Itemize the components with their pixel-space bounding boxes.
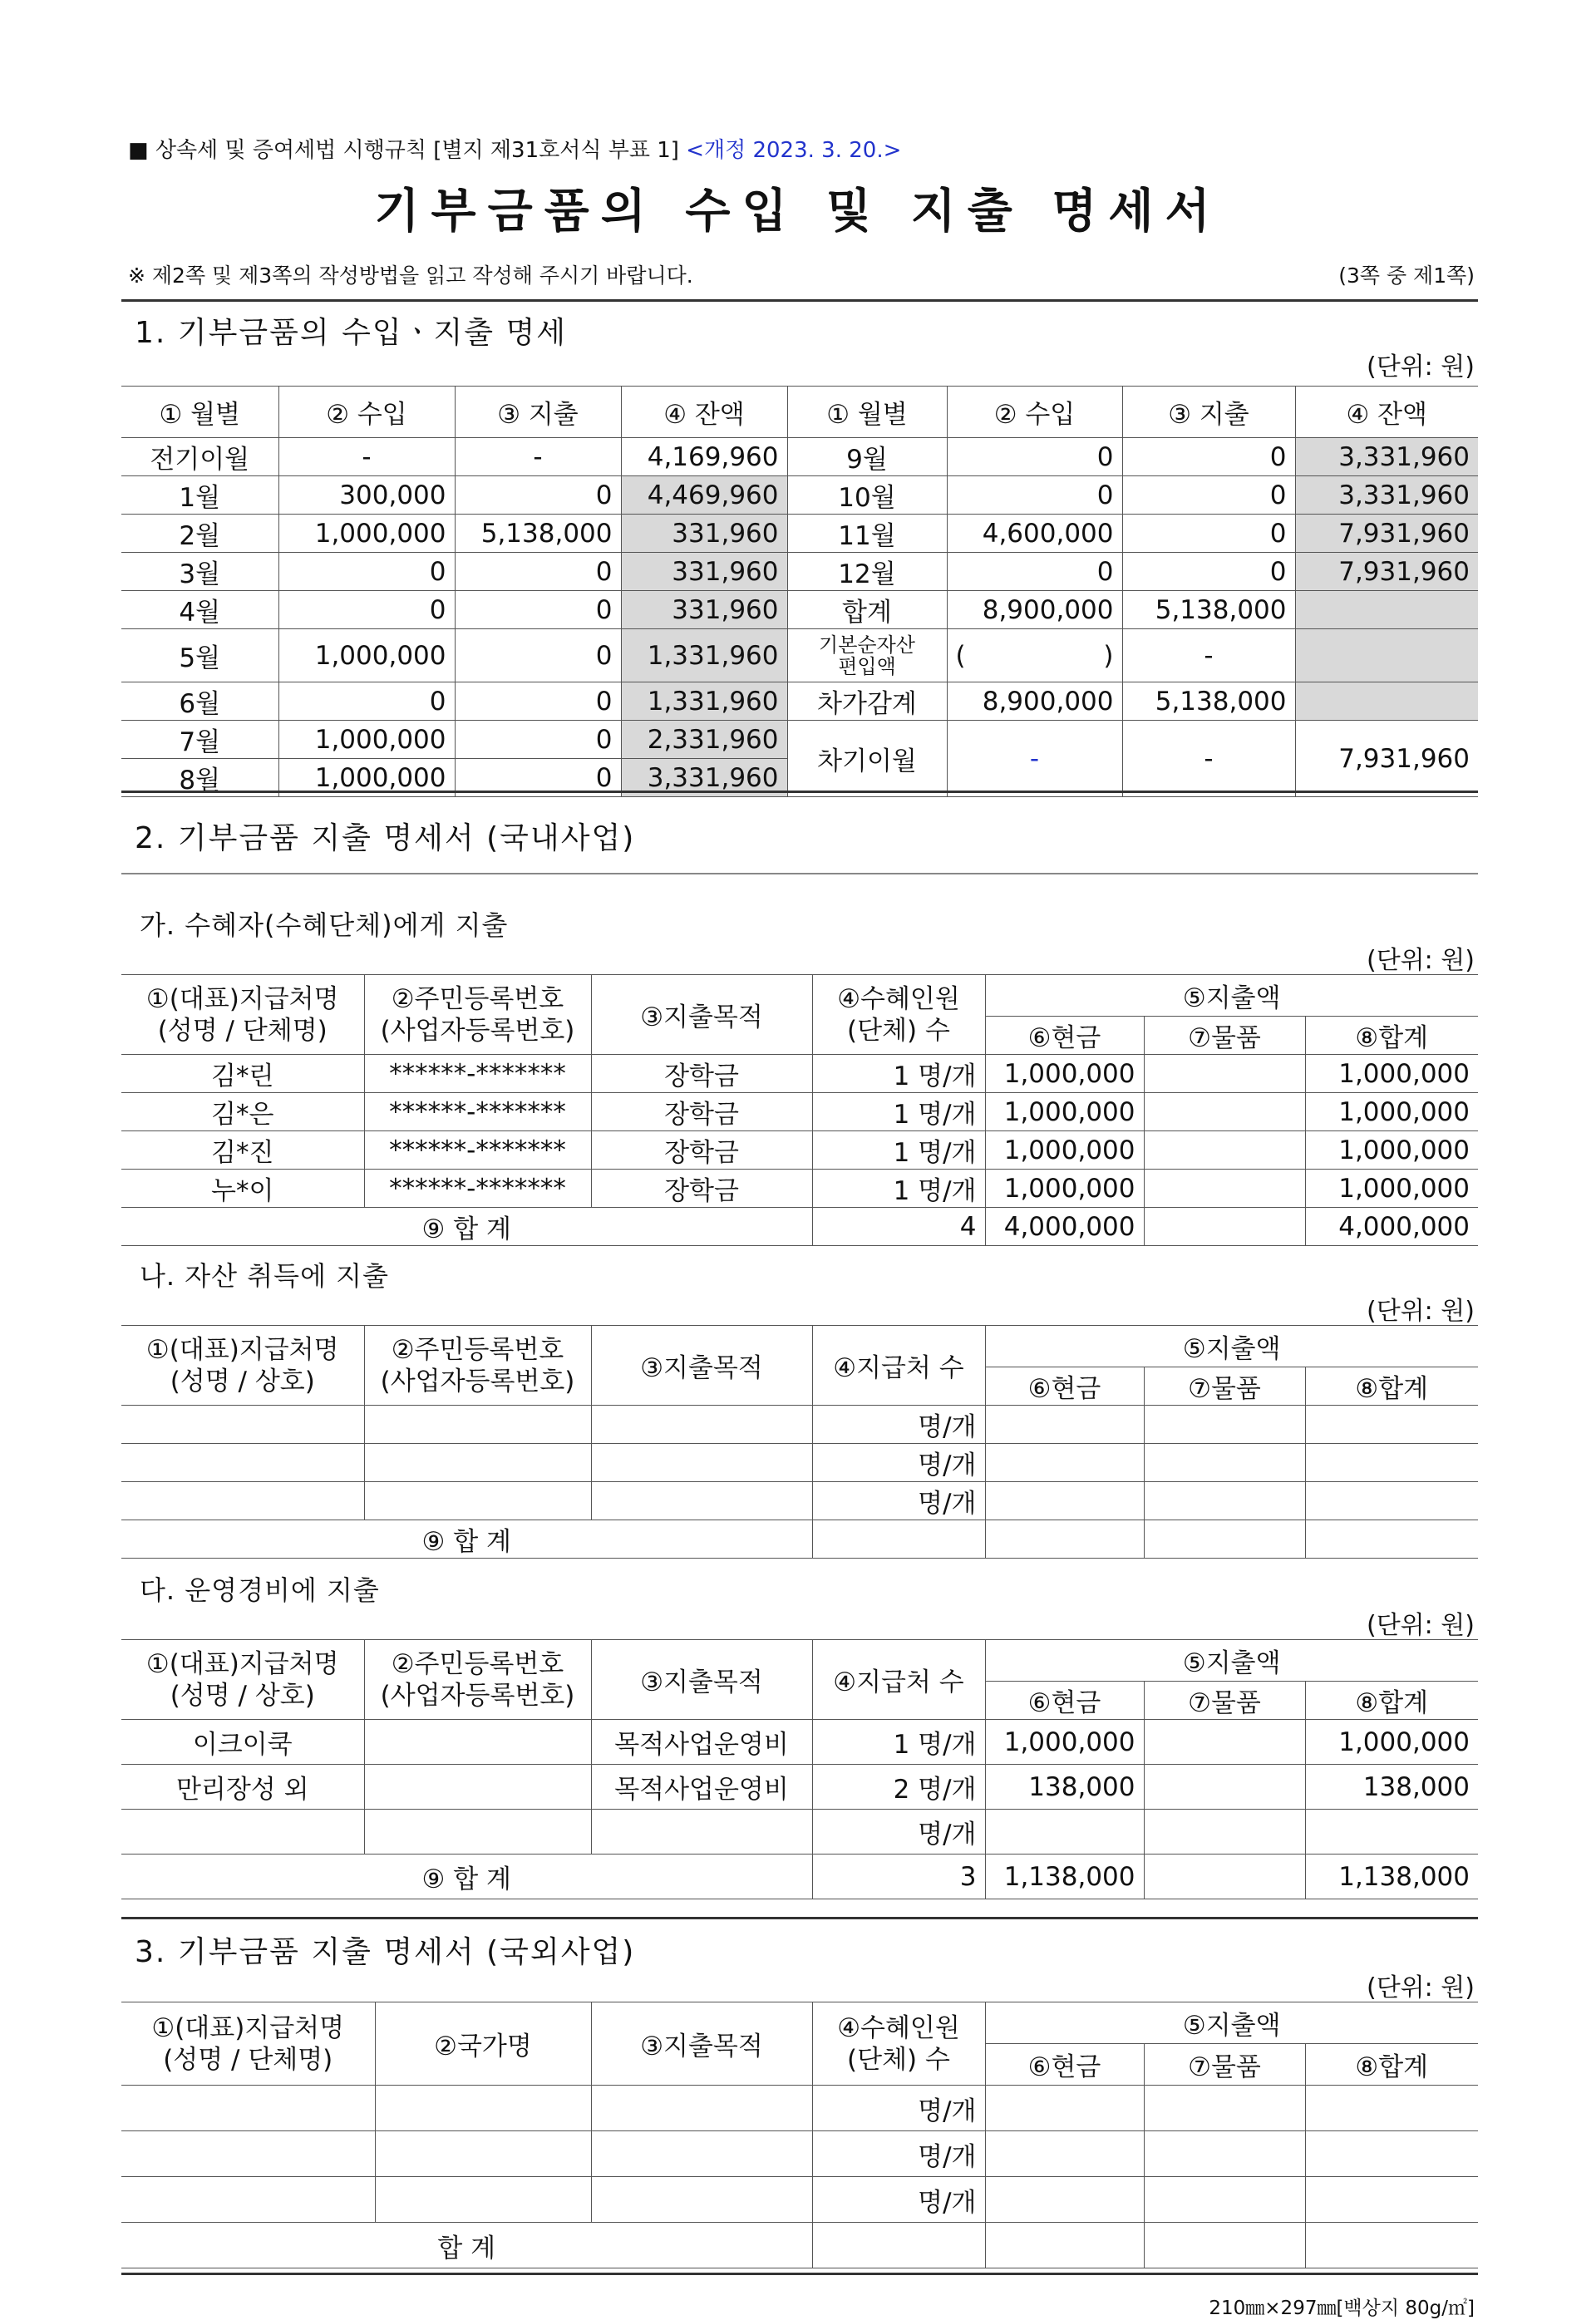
country-cell <box>375 2177 591 2223</box>
total-cell: 138,000 <box>1305 1765 1478 1810</box>
table-row <box>121 1131 1478 1170</box>
month-cell: 전기이월 <box>121 438 278 476</box>
payee-cell <box>121 2177 375 2223</box>
cash-cell <box>985 2086 1144 2131</box>
goods-cell <box>1144 2177 1305 2223</box>
purpose-cell <box>591 2177 812 2223</box>
divider <box>121 791 1478 793</box>
reg-number-cell <box>364 1720 591 1765</box>
goods-cell <box>1144 1170 1305 1208</box>
payee-cell <box>121 2086 375 2131</box>
total-count <box>812 1520 985 1559</box>
income-cell: 300,000 <box>278 476 455 515</box>
payee-cell: 김*진 <box>121 1131 364 1170</box>
page-title: 기부금품의 수입 및 지출 명세서 <box>374 185 1222 239</box>
table-row <box>121 1810 1478 1855</box>
income-cell: 0 <box>947 553 1122 591</box>
balance-cell: 331,960 <box>621 515 787 553</box>
grand-total <box>1305 2223 1478 2268</box>
total-cell <box>1305 2086 1478 2131</box>
table-row <box>121 1765 1478 1810</box>
col-balance: ④ 잔액 <box>621 387 787 438</box>
month-cell: 11월 <box>787 515 947 553</box>
col-goods: ⑦물품 <box>1144 1367 1305 1406</box>
expense-cell: 0 <box>455 476 621 515</box>
subsection-b-title: 나. 자산 취득에 지출 <box>140 1260 389 1292</box>
table-row <box>121 515 1478 553</box>
balance-cell <box>1295 629 1478 682</box>
table-row <box>121 2131 1478 2177</box>
table-row <box>121 682 1478 721</box>
total-cash: 4,000,000 <box>985 1208 1144 1246</box>
income-cell: 1,000,000 <box>278 759 455 797</box>
col-balance: ④ 잔액 <box>1295 387 1478 438</box>
net-asset-income <box>947 629 1122 682</box>
balance-cell <box>1295 591 1478 629</box>
count-cell: 명/개 <box>812 1810 985 1855</box>
carry-forward-expense: - <box>1122 721 1295 797</box>
expense-cell: 0 <box>455 759 621 797</box>
divider <box>121 2273 1478 2275</box>
total-cell <box>1305 1810 1478 1855</box>
col-recipient-count: ④수혜인원 (단체) 수 <box>812 2002 985 2086</box>
goods-cell <box>1144 2086 1305 2131</box>
col-cash: ⑥현금 <box>985 2044 1144 2086</box>
total-count: 3 <box>812 1855 985 1899</box>
col-goods: ⑦물품 <box>1144 1017 1305 1055</box>
goods-cell <box>1144 1406 1305 1444</box>
col-payee: ①(대표)지급처명 (성명 / 상호) <box>121 1326 364 1406</box>
page-indicator: (3쪽 중 제1쪽) <box>1338 264 1475 288</box>
balance-cell: 331,960 <box>621 591 787 629</box>
goods-cell <box>1144 1482 1305 1520</box>
goods-cell <box>1144 1720 1305 1765</box>
cash-cell: 1,000,000 <box>985 1093 1144 1131</box>
col-purpose: ③지출목적 <box>591 975 812 1055</box>
expense-cell: 0 <box>455 553 621 591</box>
month-cell: 5월 <box>121 629 278 682</box>
income-cell: 0 <box>278 682 455 721</box>
count-cell: 1 명/개 <box>812 1720 985 1765</box>
expense-cell: 0 <box>455 591 621 629</box>
goods-cell <box>1144 1055 1305 1093</box>
col-country: ②국가명 <box>375 2002 591 2086</box>
expense-cell: 0 <box>455 629 621 682</box>
subtotal-label: 차가감계 <box>787 682 947 721</box>
col-total: ⑧합계 <box>1305 1017 1478 1055</box>
col-reg-number: ②주민등록번호 (사업자등록번호) <box>364 1640 591 1720</box>
col-payee-count: ④지급처 수 <box>812 1326 985 1406</box>
expense-cell: 0 <box>455 682 621 721</box>
table-row <box>121 629 1478 682</box>
table-header-row <box>121 2002 1478 2044</box>
income-cell: - <box>278 438 455 476</box>
reg-number-cell: ******-******* <box>364 1055 591 1093</box>
col-payee-count: ④지급처 수 <box>812 1640 985 1720</box>
purpose-cell: 목적사업운영비 <box>591 1765 812 1810</box>
open-paren: ( <box>955 640 966 671</box>
balance-cell: 7,931,960 <box>1295 553 1478 591</box>
month-cell: 6월 <box>121 682 278 721</box>
unit-label: (단위: 원) <box>1367 1297 1475 1326</box>
total-cell: 1,000,000 <box>1305 1131 1478 1170</box>
goods-cell <box>1144 1093 1305 1131</box>
income-cell: 0 <box>278 553 455 591</box>
expense-cell: 0 <box>455 721 621 759</box>
law-reference: ■ 상속세 및 증여세법 시행규칙 [별지 제31호서식 부표 1] <box>128 138 679 163</box>
purpose-cell: 장학금 <box>591 1131 812 1170</box>
total-cell <box>1305 2177 1478 2223</box>
count-cell: 명/개 <box>812 2131 985 2177</box>
goods-cell <box>1144 1444 1305 1482</box>
col-amount-group: ⑤지출액 <box>985 1326 1478 1367</box>
count-cell: 1 명/개 <box>812 1055 985 1093</box>
col-amount-group: ⑤지출액 <box>985 1640 1478 1682</box>
purpose-cell <box>591 1444 812 1482</box>
col-reg-number: ②주민등록번호 (사업자등록번호) <box>364 975 591 1055</box>
col-income: ② 수입 <box>278 387 455 438</box>
income-cell: 4,600,000 <box>947 515 1122 553</box>
paper-spec: 210㎜×297㎜[백상지 80g/㎡] <box>1209 2298 1475 2319</box>
total-label: ⑨ 합 계 <box>121 1520 812 1559</box>
balance-cell <box>1295 682 1478 721</box>
col-purpose: ③지출목적 <box>591 1640 812 1720</box>
carry-forward-income: - <box>947 721 1122 797</box>
subsection-a-title: 가. 수혜자(수혜단체)에게 지출 <box>140 909 509 941</box>
income-total: 8,900,000 <box>947 591 1122 629</box>
section2-title: 2. 기부금품 지출 명세서 (국내사업) <box>135 821 636 855</box>
goods-cell <box>1144 2131 1305 2177</box>
month-cell: 9월 <box>787 438 947 476</box>
table-row <box>121 476 1478 515</box>
expense-cell: 5,138,000 <box>455 515 621 553</box>
divider <box>121 1917 1478 1919</box>
purpose-cell <box>591 2086 812 2131</box>
count-cell: 명/개 <box>812 1406 985 1444</box>
purpose-cell <box>591 2131 812 2177</box>
expense-cell: 0 <box>1122 438 1295 476</box>
payee-cell <box>121 1444 364 1482</box>
goods-cell <box>1144 1131 1305 1170</box>
income-cell: 0 <box>947 476 1122 515</box>
purpose-cell: 장학금 <box>591 1055 812 1093</box>
balance-cell: 3,331,960 <box>621 759 787 797</box>
divider <box>121 299 1478 302</box>
total-label: ⑨ 합 계 <box>121 1208 812 1246</box>
month-cell: 7월 <box>121 721 278 759</box>
country-cell <box>375 2086 591 2131</box>
col-cash: ⑥현금 <box>985 1682 1144 1720</box>
purpose-cell: 목적사업운영비 <box>591 1720 812 1765</box>
grand-total: 4,000,000 <box>1305 1208 1478 1246</box>
balance-cell: 4,469,960 <box>621 476 787 515</box>
col-purpose: ③지출목적 <box>591 1326 812 1406</box>
col-goods: ⑦물품 <box>1144 1682 1305 1720</box>
total-goods <box>1144 2223 1305 2268</box>
table-row <box>121 1093 1478 1131</box>
table-row <box>121 2177 1478 2223</box>
divider <box>121 873 1478 874</box>
count-cell: 2 명/개 <box>812 1765 985 1810</box>
col-purpose: ③지출목적 <box>591 2002 812 2086</box>
payee-cell <box>121 1482 364 1520</box>
table-header-row <box>121 1326 1478 1367</box>
balance-cell: 3,331,960 <box>1295 476 1478 515</box>
cash-cell <box>985 1406 1144 1444</box>
operating-expense-table <box>121 1639 1478 1899</box>
reg-number-cell <box>364 1406 591 1444</box>
reg-number-cell <box>364 1810 591 1855</box>
payee-cell: 누*이 <box>121 1170 364 1208</box>
revision-date: <개정 2023. 3. 20.> <box>686 138 902 163</box>
total-goods <box>1144 1855 1305 1899</box>
subsection-c-title: 다. 운영경비에 지출 <box>140 1574 380 1606</box>
total-goods <box>1144 1520 1305 1559</box>
income-cell: 0 <box>278 591 455 629</box>
balance-cell: 1,331,960 <box>621 629 787 682</box>
recipient-expense-table <box>121 974 1478 1246</box>
expense-total: 5,138,000 <box>1122 591 1295 629</box>
total-cell: 1,000,000 <box>1305 1170 1478 1208</box>
count-cell: 명/개 <box>812 1444 985 1482</box>
reg-number-cell <box>364 1444 591 1482</box>
goods-cell <box>1144 1810 1305 1855</box>
carry-forward-balance: 7,931,960 <box>1295 721 1478 797</box>
month-cell: 1월 <box>121 476 278 515</box>
table-row <box>121 1720 1478 1765</box>
cash-cell <box>985 1444 1144 1482</box>
count-cell: 명/개 <box>812 2177 985 2223</box>
table-total-row <box>121 1520 1478 1559</box>
payee-cell <box>121 1810 364 1855</box>
total-cash: 1,138,000 <box>985 1855 1144 1899</box>
cash-cell: 1,000,000 <box>985 1170 1144 1208</box>
table-header-row <box>121 1640 1478 1682</box>
section1-title: 1. 기부금품의 수입ㆍ지출 명세 <box>135 316 567 350</box>
purpose-cell <box>591 1406 812 1444</box>
table-row <box>121 1406 1478 1444</box>
instruction-note: ※ 제2쪽 및 제3쪽의 작성방법을 읽고 작성해 주시기 바랍니다. <box>128 264 693 288</box>
month-cell: 4월 <box>121 591 278 629</box>
overseas-expense-table <box>121 2002 1478 2268</box>
table-header-row <box>121 387 1478 438</box>
count-cell: 명/개 <box>812 2086 985 2131</box>
total-cell: 1,000,000 <box>1305 1055 1478 1093</box>
reg-number-cell: ******-******* <box>364 1170 591 1208</box>
balance-cell: 2,331,960 <box>621 721 787 759</box>
unit-label: (단위: 원) <box>1367 1611 1475 1640</box>
col-reg-number: ②주민등록번호 (사업자등록번호) <box>364 1326 591 1406</box>
form-reference <box>128 133 901 164</box>
income-cell: 1,000,000 <box>278 515 455 553</box>
total-cell: 1,000,000 <box>1305 1093 1478 1131</box>
table-row <box>121 2086 1478 2131</box>
col-expense: ③ 지출 <box>455 387 621 438</box>
table-total-row <box>121 1208 1478 1246</box>
total-count <box>812 2223 985 2268</box>
table-total-row <box>121 1855 1478 1899</box>
total-cell <box>1305 1444 1478 1482</box>
table-row <box>121 1055 1478 1093</box>
total-cell <box>1305 1406 1478 1444</box>
expense-cell: 0 <box>1122 553 1295 591</box>
expense-cell: 0 <box>1122 476 1295 515</box>
purpose-cell <box>591 1810 812 1855</box>
grand-total: 1,138,000 <box>1305 1855 1478 1899</box>
reg-number-cell: ******-******* <box>364 1131 591 1170</box>
reg-number-cell <box>364 1765 591 1810</box>
month-cell: 8월 <box>121 759 278 797</box>
payee-cell <box>121 2131 375 2177</box>
count-cell: 1 명/개 <box>812 1093 985 1131</box>
purpose-cell <box>591 1482 812 1520</box>
table-row <box>121 438 1478 476</box>
month-cell: 2월 <box>121 515 278 553</box>
net-asset-label: 기본순자산 편입액 <box>787 629 947 682</box>
table-row <box>121 591 1478 629</box>
cash-cell <box>985 2131 1144 2177</box>
asset-expense-table <box>121 1325 1478 1559</box>
col-amount-group: ⑤지출액 <box>985 975 1478 1017</box>
total-cell <box>1305 1482 1478 1520</box>
payee-cell: 김*은 <box>121 1093 364 1131</box>
total-label: 합 계 <box>121 2223 812 2268</box>
payee-cell: 만리장성 외 <box>121 1765 364 1810</box>
col-amount-group: ⑤지출액 <box>985 2002 1478 2044</box>
cash-cell: 1,000,000 <box>985 1720 1144 1765</box>
reg-number-cell <box>364 1482 591 1520</box>
balance-cell: 1,331,960 <box>621 682 787 721</box>
balance-cell: 7,931,960 <box>1295 515 1478 553</box>
purpose-cell: 장학금 <box>591 1170 812 1208</box>
unit-label: (단위: 원) <box>1367 946 1475 975</box>
col-total: ⑧합계 <box>1305 1682 1478 1720</box>
col-expense: ③ 지출 <box>1122 387 1295 438</box>
cash-cell <box>985 1810 1144 1855</box>
total-goods <box>1144 1208 1305 1246</box>
table-row <box>121 721 1478 759</box>
col-payee: ①(대표)지급처명 (성명 / 상호) <box>121 1640 364 1720</box>
count-cell: 1 명/개 <box>812 1131 985 1170</box>
col-total: ⑧합계 <box>1305 2044 1478 2086</box>
grand-total <box>1305 1520 1478 1559</box>
unit-label: (단위: 원) <box>1367 1973 1475 2002</box>
balance-cell: 4,169,960 <box>621 438 787 476</box>
cash-cell: 1,000,000 <box>985 1055 1144 1093</box>
col-payee: ①(대표)지급처명 (성명 / 단체명) <box>121 975 364 1055</box>
total-cell <box>1305 2131 1478 2177</box>
col-cash: ⑥현금 <box>985 1367 1144 1406</box>
col-total: ⑧합계 <box>1305 1367 1478 1406</box>
month-cell: 3월 <box>121 553 278 591</box>
month-cell: 10월 <box>787 476 947 515</box>
total-cash <box>985 1520 1144 1559</box>
close-paren: ) <box>1103 640 1114 671</box>
total-label: 합계 <box>787 591 947 629</box>
cash-cell <box>985 2177 1144 2223</box>
col-payee: ①(대표)지급처명 (성명 / 단체명) <box>121 2002 375 2086</box>
cash-cell: 1,000,000 <box>985 1131 1144 1170</box>
col-goods: ⑦물품 <box>1144 2044 1305 2086</box>
income-cell: 1,000,000 <box>278 629 455 682</box>
total-label: ⑨ 합 계 <box>121 1855 812 1899</box>
income-subtotal: 8,900,000 <box>947 682 1122 721</box>
cash-cell <box>985 1482 1144 1520</box>
col-month: ① 월별 <box>121 387 278 438</box>
payee-cell: 이크이쿡 <box>121 1720 364 1765</box>
purpose-cell: 장학금 <box>591 1093 812 1131</box>
total-cash <box>985 2223 1144 2268</box>
table-total-row <box>121 2223 1478 2268</box>
carry-forward-label: 차기이월 <box>787 721 947 797</box>
table-row <box>121 553 1478 591</box>
reg-number-cell: ******-******* <box>364 1093 591 1131</box>
payee-cell <box>121 1406 364 1444</box>
expense-subtotal: 5,138,000 <box>1122 682 1295 721</box>
count-cell: 명/개 <box>812 1482 985 1520</box>
col-recipient-count: ④수혜인원 (단체) 수 <box>812 975 985 1055</box>
table-header-row <box>121 975 1478 1017</box>
income-cell: 0 <box>947 438 1122 476</box>
table-row <box>121 1170 1478 1208</box>
cash-cell: 138,000 <box>985 1765 1144 1810</box>
unit-label: (단위: 원) <box>1367 352 1475 382</box>
month-cell: 12월 <box>787 553 947 591</box>
balance-cell: 331,960 <box>621 553 787 591</box>
balance-cell: 3,331,960 <box>1295 438 1478 476</box>
section3-title: 3. 기부금품 지출 명세서 (국외사업) <box>135 1935 636 1969</box>
monthly-ledger-table <box>121 386 1478 797</box>
goods-cell <box>1144 1765 1305 1810</box>
total-count: 4 <box>812 1208 985 1246</box>
col-income: ② 수입 <box>947 387 1122 438</box>
col-cash: ⑥현금 <box>985 1017 1144 1055</box>
table-row <box>121 1444 1478 1482</box>
country-cell <box>375 2131 591 2177</box>
count-cell: 1 명/개 <box>812 1170 985 1208</box>
table-row <box>121 1482 1478 1520</box>
expense-cell: 0 <box>1122 515 1295 553</box>
total-cell: 1,000,000 <box>1305 1720 1478 1765</box>
col-month: ① 월별 <box>787 387 947 438</box>
net-asset-expense: - <box>1122 629 1295 682</box>
income-cell: 1,000,000 <box>278 721 455 759</box>
expense-cell: - <box>455 438 621 476</box>
payee-cell: 김*린 <box>121 1055 364 1093</box>
